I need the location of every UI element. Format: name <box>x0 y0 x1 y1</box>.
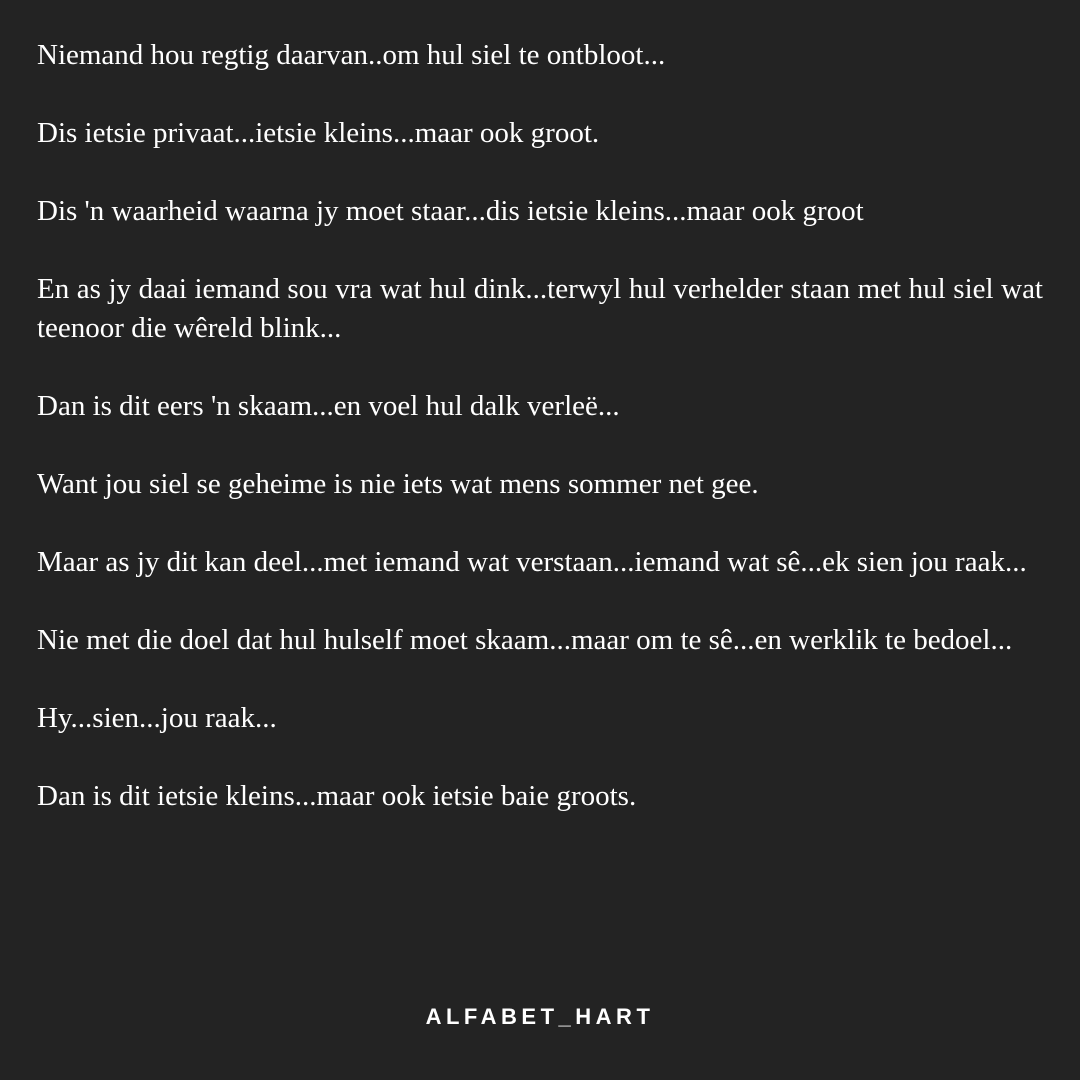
poem-line: Niemand hou regtig daarvan..om hul siel te ontbloot... <box>37 39 666 71</box>
author-signature: ALFABET_HART <box>425 1004 655 1029</box>
poem-line: Want jou siel se geheime is nie iets wat mens sommer net gee. <box>37 468 759 500</box>
poem-line: Dan is dit ietsie kleins...maar ook ietsie baie groots. <box>37 780 637 812</box>
poem-line: En as jy daai iemand sou vra wat hul dink...terwyl hul verhelder staan met hul siel wat teenoor die wêreld blink... <box>37 273 1043 344</box>
poem-body <box>37 36 1043 855</box>
poem-line: Dis ietsie privaat...ietsie kleins...maar ook groot. <box>37 117 600 149</box>
poem-line: Hy...sien...jou raak... <box>37 702 277 734</box>
poem-line: Nie met die doel dat hul hulself moet skaam...maar om te sê...en werklik te bedoel... <box>37 624 1013 656</box>
poem-line: Dan is dit eers 'n skaam...en voel hul dalk verleë... <box>37 390 620 422</box>
poem-line: Maar as jy dit kan deel...met iemand wat verstaan...iemand wat sê...ek sien jou raak... <box>37 546 1027 578</box>
poem-line: Dis 'n waarheid waarna jy moet staar...dis ietsie kleins...maar ook groot <box>37 195 864 227</box>
